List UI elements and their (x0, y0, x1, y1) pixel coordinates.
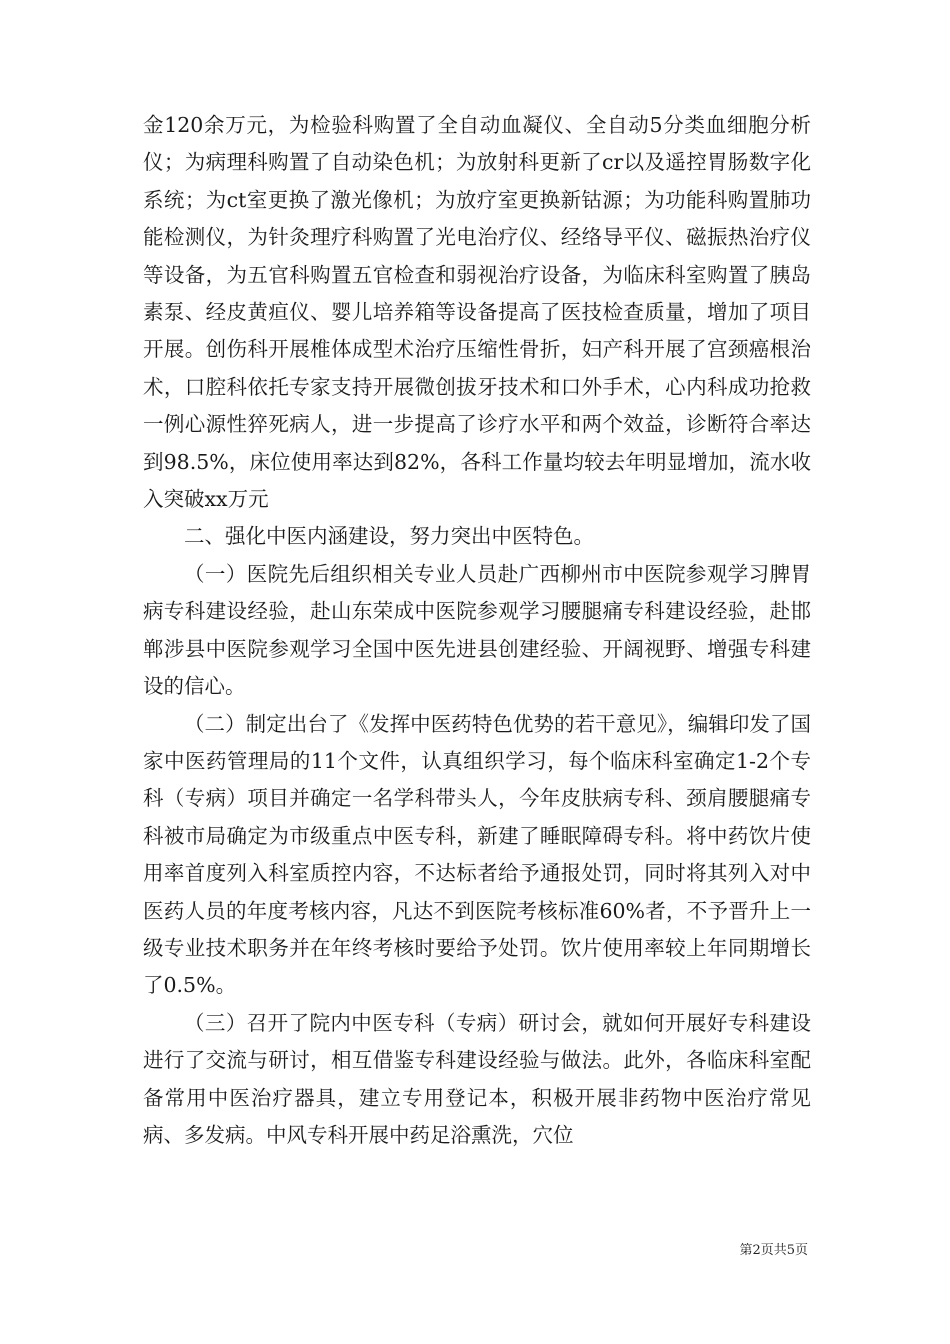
section-heading-tcm: 二、强化中医内涵建设，努力突出中医特色。 (184, 524, 594, 549)
paragraph-item-2: （二）制定出台了《发挥中医药特色优势的若干意见》，编辑印发了国家中医药管理局的11个文件，认真组织学习，每个临床科室确定1-2个专科（专病）项目并确定一名学科带头人，今年皮肤病专科、颈肩腰腿痛专科被市局确定为市级重点中医专科，新建了睡眠障碍专科。将中药饮片使用率首度列入科室质控内容，不达标者给予通报处罚，同时将其列入对中医药人员的年度考核内容，凡达不到医院考核标准60%者，不予晋升上一级专业技术职务并在年终考核时要给予处罚。饮片使用率较上年同期增长了0.5%。 (143, 711, 811, 998)
document-body (143, 107, 811, 1154)
page-number: 第2页共5页 (739, 1243, 808, 1258)
paragraph-item-3: （三）召开了院内中医专科（专病）研讨会，就如何开展好专科建设进行了交流与研讨，相互借鉴专科建设经验与做法。此外，各临床科室配备常用中医治疗器具，建立专用登记本，积极开展非药物中医治疗常见病、多发病。中风专科开展中药足浴熏洗，穴位 (143, 1010, 811, 1147)
paragraph-item-1: （一）医院先后组织相关专业人员赴广西柳州市中医院参观学习脾胃病专科建设经验，赴山东荣成中医院参观学习腰腿痛专科建设经验，赴邯郸涉县中医院参观学习全国中医先进县创建经验、开阔视野、增强专科建设的信心。 (143, 561, 811, 699)
paragraph-equipment-purchases: 金120余万元，为检验科购置了全自动血凝仪、全自动5分类血细胞分析仪；为病理科购置了自动染色机；为放射科更新了cr以及遥控胃肠数字化系统；为ct室更换了激光像机；为放疗室更换新钴源；为功能科购置肺功能检测仪，为针灸理疗科购置了光电治疗仪、经络导平仪、磁振热治疗仪等设备，为五官科购置五官检查和弱视治疗设备，为临床科室购置了胰岛素泵、经皮黄疸仪、婴儿培养箱等设备提高了医技检查质量，增加了项目开展。创伤科开展椎体成型术治疗压缩性骨折，妇产科开展了宫颈癌根治术，口腔科依托专家支持开展微创拔牙技术和口外手术，心内科成功抢救一例心源性猝死病人，进一步提高了诊疗水平和两个效益，诊断符合率达到98.5%，床位使用率达到82%，各科工作量均较去年明显增加，流水收入突破xx万元 (143, 113, 811, 512)
